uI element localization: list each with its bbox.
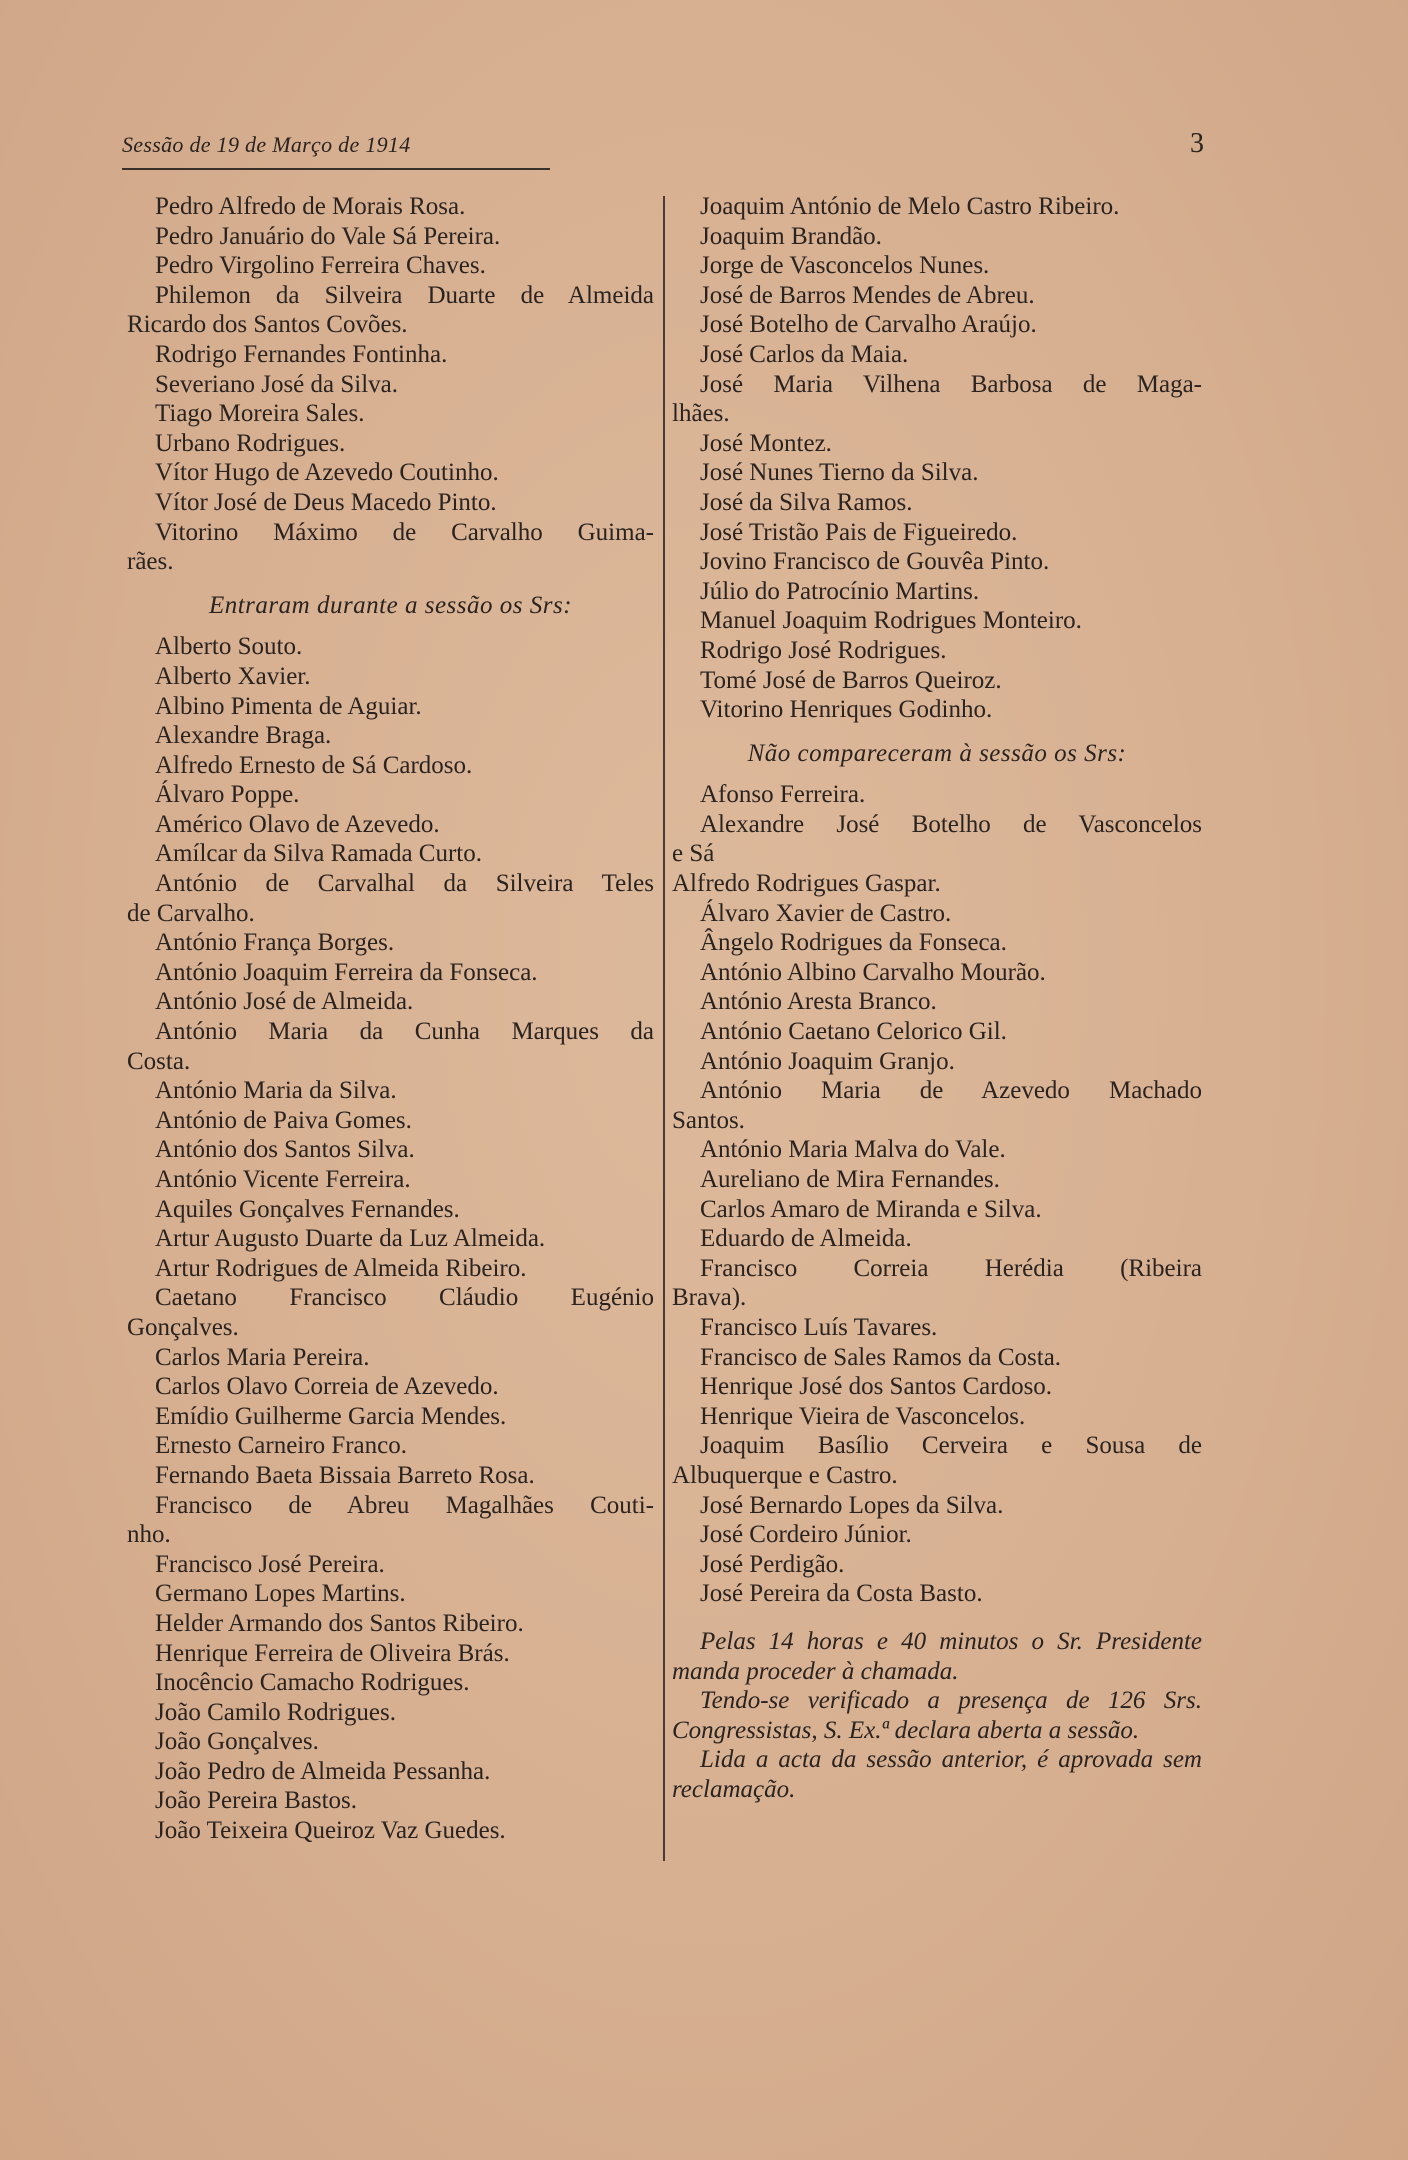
name-entry: Inocêncio Camacho Rodrigues.	[155, 1669, 470, 1697]
proceedings-text	[672, 1627, 1202, 1805]
proceedings-paragraph: Pelas 14 horas e 40 minutos o Sr. Presidente manda proceder à chamada.	[672, 1627, 1202, 1685]
name-entry: Gonçalves.	[127, 1313, 239, 1341]
name-entry: Henrique Vieira de Vasconcelos.	[700, 1402, 1026, 1430]
name-entry: António Maria da Cunha Marques da	[155, 1018, 654, 1046]
name-entry: Santos.	[672, 1106, 745, 1134]
name-entry: Álvaro Xavier de Castro.	[700, 899, 952, 927]
name-entry: Rodrigo José Rodrigues.	[700, 636, 947, 664]
name-entry: Francisco Correia Herédia (Ribeira	[700, 1254, 1202, 1282]
name-entry: João Camilo Rodrigues.	[155, 1698, 396, 1726]
name-entry: Afonso Ferreira.	[700, 781, 866, 809]
name-entry: António José de Almeida.	[155, 988, 414, 1016]
name-entry: Alfredo Ernesto de Sá Cardoso.	[155, 751, 473, 779]
name-entry: Philemon da Silveira Duarte de Almeida	[155, 281, 654, 309]
name-entry: António Maria de Azevedo Machado	[700, 1077, 1202, 1105]
name-entry: Alfredo Rodrigues Gaspar.	[672, 870, 941, 898]
name-entry: Ernesto Carneiro Franco.	[155, 1432, 408, 1460]
name-entry: Francisco José Pereira.	[155, 1550, 385, 1578]
name-entry: António de Carvalhal da Silveira Teles	[155, 870, 654, 898]
page-number: 3	[1190, 128, 1204, 159]
name-entry: António Aresta Branco.	[700, 988, 937, 1016]
absent-list	[672, 780, 1202, 1609]
name-entry: José da Silva Ramos.	[700, 488, 913, 516]
name-entry: José Nunes Tierno da Silva.	[700, 459, 979, 487]
name-entry: Caetano Francisco Cláudio Eugénio	[155, 1284, 654, 1312]
name-entry: Júlio do Patrocínio Martins.	[700, 577, 980, 605]
name-entry: Álvaro Poppe.	[155, 781, 300, 809]
name-entry: Aquiles Gonçalves Fernandes.	[155, 1195, 460, 1223]
header-rule	[122, 168, 550, 170]
name-entry: José Pereira da Costa Basto.	[700, 1580, 983, 1608]
name-entry: Amílcar da Silva Ramada Curto.	[155, 840, 483, 868]
name-entry: Francisco de Abreu Magalhães Couti-	[155, 1491, 654, 1519]
name-entry: José Botelho de Carvalho Araújo.	[700, 311, 1037, 339]
name-entry: António Joaquim Ferreira da Fonseca.	[155, 958, 538, 986]
name-entry: Vitorino Henriques Godinho.	[700, 696, 993, 724]
name-entry: Brava).	[672, 1284, 747, 1312]
name-entry: Albino Pimenta de Aguiar.	[155, 692, 422, 720]
name-entry: Francisco de Sales Ramos da Costa.	[700, 1343, 1062, 1371]
name-entry: José Perdigão.	[700, 1550, 845, 1578]
name-entry: António de Paiva Gomes.	[155, 1106, 412, 1134]
name-entry: nho.	[127, 1521, 171, 1549]
name-entry: Pedro Januário do Vale Sá Pereira.	[155, 222, 501, 250]
entered-heading: Entraram durante a sessão os Srs:	[208, 591, 573, 619]
name-entry: Rodrigo Fernandes Fontinha.	[155, 340, 448, 368]
name-entry: António Caetano Celorico Gil.	[700, 1018, 1007, 1046]
entered-list	[127, 632, 654, 1845]
name-entry: Carlos Amaro de Miranda e Silva.	[700, 1195, 1042, 1223]
name-entry: rães.	[127, 548, 174, 576]
name-entry: José Maria Vilhena Barbosa de Maga-	[700, 370, 1202, 398]
name-entry: Ângelo Rodrigues da Fonseca.	[700, 929, 1007, 957]
name-entry: Eduardo de Almeida.	[700, 1225, 912, 1253]
name-entry: Carlos Olavo Correia de Azevedo.	[155, 1373, 499, 1401]
name-entry: António Albino Carvalho Mourão.	[700, 958, 1046, 986]
name-entry: Pedro Alfredo de Morais Rosa.	[155, 193, 466, 220]
name-entry: João Gonçalves.	[155, 1728, 319, 1756]
name-entry: José Cordeiro Júnior.	[700, 1521, 912, 1549]
name-entry: Tomé José de Barros Queiroz.	[700, 666, 1002, 694]
left-column	[127, 192, 654, 1846]
name-entry: Joaquim Basílio Cerveira e Sousa de	[700, 1432, 1202, 1460]
name-entry: Ricardo dos Santos Covões.	[127, 311, 408, 339]
name-entry: António Vicente Ferreira.	[155, 1166, 411, 1193]
name-entry: José Tristão Pais de Figueiredo.	[700, 518, 1018, 546]
name-entry: João Teixeira Queiroz Vaz Guedes.	[155, 1817, 506, 1845]
name-entry: Henrique José dos Santos Cardoso.	[700, 1373, 1053, 1401]
session-title: Sessão de 19 de Março de 1914	[122, 132, 411, 157]
name-entry: Alberto Xavier.	[155, 662, 311, 690]
name-entry: Tiago Moreira Sales.	[155, 400, 365, 428]
name-entry: Alexandre Braga.	[155, 722, 332, 750]
name-entry: Joaquim Brandão.	[700, 222, 882, 250]
name-entry: Alberto Souto.	[155, 633, 303, 661]
proceedings-paragraph: Lida a acta da sessão anterior, é aprovada sem reclamação.	[672, 1746, 1202, 1803]
present-list-continued	[127, 192, 654, 577]
name-entry: Jovino Francisco de Gouvêa Pinto.	[700, 548, 1050, 576]
name-entry: e Sá	[672, 840, 715, 868]
column-divider	[663, 196, 665, 1861]
name-entry: Urbano Rodrigues.	[155, 429, 346, 457]
name-entry: António Maria Malva do Vale.	[700, 1136, 1006, 1164]
name-entry: João Pereira Bastos.	[155, 1787, 358, 1815]
name-entry: Américo Olavo de Azevedo.	[155, 810, 440, 838]
name-entry: Carlos Maria Pereira.	[155, 1343, 370, 1371]
name-entry: José de Barros Mendes de Abreu.	[700, 281, 1035, 309]
name-entry: António dos Santos Silva.	[155, 1136, 415, 1164]
name-entry: Jorge de Vasconcelos Nunes.	[700, 252, 990, 280]
proceedings-paragraph: Tendo-se verificado a presença de 126 Srs. Congressistas, S. Ex.ª declara aberta a sessão.	[672, 1687, 1202, 1744]
name-entry: Helder Armando dos Santos Ribeiro.	[155, 1609, 524, 1637]
name-entry: João Pedro de Almeida Pessanha.	[155, 1757, 491, 1785]
name-entry: Francisco Luís Tavares.	[700, 1313, 938, 1341]
name-entry: Vitorino Máximo de Carvalho Guima-	[155, 518, 654, 546]
absent-heading: Não compareceram à sessão os Srs:	[747, 739, 1127, 767]
name-entry: Fernando Baeta Bissaia Barreto Rosa.	[155, 1461, 535, 1489]
name-entry: Costa.	[127, 1047, 191, 1075]
name-entry: Henrique Ferreira de Oliveira Brás.	[155, 1639, 510, 1667]
name-entry: Manuel Joaquim Rodrigues Monteiro.	[700, 607, 1082, 635]
name-entry: Albuquerque e Castro.	[672, 1461, 898, 1489]
name-entry: Joaquim António de Melo Castro Ribeiro.	[700, 193, 1120, 220]
name-entry: António França Borges.	[155, 929, 395, 957]
right-column	[672, 192, 1202, 1804]
name-entry: Emídio Guilherme Garcia Mendes.	[155, 1402, 507, 1430]
name-entry: Aureliano de Mira Fernandes.	[700, 1166, 1000, 1193]
name-entry: Vítor José de Deus Macedo Pinto.	[155, 488, 497, 516]
present-list-end	[672, 192, 1202, 725]
name-entry: Alexandre José Botelho de Vasconcelos	[700, 810, 1202, 838]
name-entry: António Joaquim Granjo.	[700, 1047, 955, 1075]
name-entry: Artur Augusto Duarte da Luz Almeida.	[155, 1225, 546, 1253]
name-entry: Pedro Virgolino Ferreira Chaves.	[155, 252, 486, 280]
page-header	[122, 128, 1204, 168]
name-entry: Artur Rodrigues de Almeida Ribeiro.	[155, 1254, 527, 1282]
name-entry: António Maria da Silva.	[155, 1077, 397, 1105]
name-entry: lhães.	[672, 400, 730, 428]
name-entry: Vítor Hugo de Azevedo Coutinho.	[155, 459, 499, 487]
name-entry: de Carvalho.	[127, 899, 255, 927]
name-entry: Germano Lopes Martins.	[155, 1580, 406, 1608]
name-entry: José Carlos da Maia.	[700, 340, 909, 368]
name-entry: José Bernardo Lopes da Silva.	[700, 1491, 1004, 1519]
name-entry: Severiano José da Silva.	[155, 370, 399, 398]
name-entry: José Montez.	[700, 429, 832, 457]
